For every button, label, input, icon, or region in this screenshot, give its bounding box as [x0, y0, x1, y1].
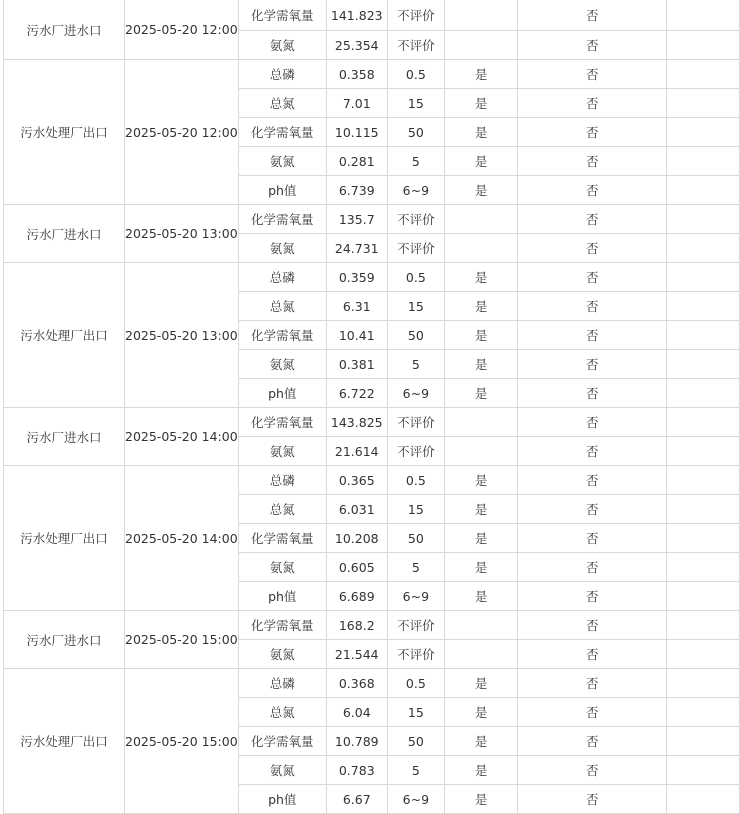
compliant-cell: 是: [445, 147, 518, 176]
note-cell: [667, 60, 740, 89]
value-cell: 0.281: [326, 147, 387, 176]
value-cell: 6.31: [326, 292, 387, 321]
value-cell: 24.731: [326, 234, 387, 263]
compliant-cell: 是: [445, 263, 518, 292]
value-cell: 0.368: [326, 669, 387, 698]
indicator-cell: 氨氮: [238, 147, 326, 176]
standard-cell: 不评价: [387, 408, 444, 437]
over-standard-cell: 否: [518, 727, 667, 756]
note-cell: [667, 0, 740, 31]
standard-cell: 不评价: [387, 640, 444, 669]
note-cell: [667, 640, 740, 669]
indicator-cell: 化学需氧量: [238, 408, 326, 437]
value-cell: 0.365: [326, 466, 387, 495]
compliant-cell: [445, 437, 518, 466]
indicator-cell: 氨氮: [238, 553, 326, 582]
over-standard-cell: 否: [518, 118, 667, 147]
table-row: [4, 0, 740, 31]
note-cell: [667, 698, 740, 727]
note-cell: [667, 437, 740, 466]
over-standard-cell: 否: [518, 553, 667, 582]
indicator-cell: 化学需氧量: [238, 321, 326, 350]
note-cell: [667, 408, 740, 437]
standard-cell: 15: [387, 89, 444, 118]
indicator-cell: 总氮: [238, 698, 326, 727]
compliant-cell: 是: [445, 350, 518, 379]
over-standard-cell: 否: [518, 205, 667, 234]
time-cell: 2025-05-20 13:00: [125, 263, 239, 408]
indicator-cell: 化学需氧量: [238, 524, 326, 553]
value-cell: 168.2: [326, 611, 387, 640]
compliant-cell: 是: [445, 495, 518, 524]
standard-cell: 0.5: [387, 466, 444, 495]
over-standard-cell: 否: [518, 292, 667, 321]
standard-cell: 0.5: [387, 669, 444, 698]
value-cell: 0.358: [326, 60, 387, 89]
note-cell: [667, 582, 740, 611]
indicator-cell: 化学需氧量: [238, 0, 326, 31]
standard-cell: 5: [387, 553, 444, 582]
note-cell: [667, 611, 740, 640]
over-standard-cell: 否: [518, 408, 667, 437]
standard-cell: 50: [387, 727, 444, 756]
note-cell: [667, 524, 740, 553]
compliant-cell: [445, 408, 518, 437]
compliant-cell: 是: [445, 524, 518, 553]
compliant-cell: 是: [445, 669, 518, 698]
over-standard-cell: 否: [518, 524, 667, 553]
standard-cell: 5: [387, 350, 444, 379]
note-cell: [667, 176, 740, 205]
compliant-cell: [445, 0, 518, 31]
compliant-cell: 是: [445, 89, 518, 118]
note-cell: [667, 350, 740, 379]
indicator-cell: ph值: [238, 176, 326, 205]
note-cell: [667, 118, 740, 147]
standard-cell: 5: [387, 756, 444, 785]
compliant-cell: 是: [445, 727, 518, 756]
time-cell: 2025-05-20 13:00: [125, 205, 239, 263]
location-cell: 污水厂进水口: [4, 408, 125, 466]
standard-cell: 6~9: [387, 785, 444, 814]
compliant-cell: 是: [445, 292, 518, 321]
time-cell: 2025-05-20 15:00: [125, 611, 239, 669]
time-cell: 2025-05-20 12:00: [125, 0, 239, 60]
note-cell: [667, 495, 740, 524]
compliant-cell: 是: [445, 321, 518, 350]
over-standard-cell: 否: [518, 321, 667, 350]
note-cell: [667, 669, 740, 698]
value-cell: 21.614: [326, 437, 387, 466]
indicator-cell: 总磷: [238, 60, 326, 89]
value-cell: 6.722: [326, 379, 387, 408]
over-standard-cell: 否: [518, 785, 667, 814]
value-cell: 6.04: [326, 698, 387, 727]
standard-cell: 不评价: [387, 437, 444, 466]
over-standard-cell: 否: [518, 611, 667, 640]
standard-cell: 15: [387, 495, 444, 524]
indicator-cell: 氨氮: [238, 350, 326, 379]
over-standard-cell: 否: [518, 0, 667, 31]
indicator-cell: 化学需氧量: [238, 727, 326, 756]
over-standard-cell: 否: [518, 379, 667, 408]
note-cell: [667, 321, 740, 350]
value-cell: 6.739: [326, 176, 387, 205]
value-cell: 0.381: [326, 350, 387, 379]
value-cell: 10.208: [326, 524, 387, 553]
indicator-cell: 氨氮: [238, 756, 326, 785]
table-row: [4, 466, 740, 495]
indicator-cell: 总磷: [238, 263, 326, 292]
note-cell: [667, 727, 740, 756]
value-cell: 7.01: [326, 89, 387, 118]
compliant-cell: [445, 205, 518, 234]
indicator-cell: 总氮: [238, 89, 326, 118]
over-standard-cell: 否: [518, 669, 667, 698]
over-standard-cell: 否: [518, 176, 667, 205]
indicator-cell: 氨氮: [238, 234, 326, 263]
compliant-cell: 是: [445, 379, 518, 408]
over-standard-cell: 否: [518, 495, 667, 524]
table-row: [4, 263, 740, 292]
standard-cell: 6~9: [387, 176, 444, 205]
standard-cell: 0.5: [387, 263, 444, 292]
value-cell: 6.67: [326, 785, 387, 814]
location-cell: 污水处理厂出口: [4, 466, 125, 611]
standard-cell: 不评价: [387, 0, 444, 31]
note-cell: [667, 379, 740, 408]
indicator-cell: ph值: [238, 582, 326, 611]
compliant-cell: 是: [445, 60, 518, 89]
standard-cell: 15: [387, 698, 444, 727]
standard-cell: 0.5: [387, 60, 444, 89]
time-cell: 2025-05-20 15:00: [125, 669, 239, 814]
note-cell: [667, 263, 740, 292]
standard-cell: 50: [387, 524, 444, 553]
indicator-cell: ph值: [238, 785, 326, 814]
note-cell: [667, 756, 740, 785]
value-cell: 0.359: [326, 263, 387, 292]
compliant-cell: [445, 234, 518, 263]
table-row: [4, 60, 740, 89]
location-cell: 污水厂进水口: [4, 205, 125, 263]
standard-cell: 不评价: [387, 234, 444, 263]
compliant-cell: 是: [445, 785, 518, 814]
value-cell: 21.544: [326, 640, 387, 669]
standard-cell: 不评价: [387, 205, 444, 234]
over-standard-cell: 否: [518, 60, 667, 89]
over-standard-cell: 否: [518, 756, 667, 785]
value-cell: 0.783: [326, 756, 387, 785]
location-cell: 污水厂进水口: [4, 611, 125, 669]
location-cell: 污水处理厂出口: [4, 669, 125, 814]
over-standard-cell: 否: [518, 698, 667, 727]
monitoring-data-table: [3, 0, 740, 814]
value-cell: 25.354: [326, 31, 387, 60]
indicator-cell: 化学需氧量: [238, 611, 326, 640]
compliant-cell: [445, 640, 518, 669]
over-standard-cell: 否: [518, 263, 667, 292]
standard-cell: 不评价: [387, 31, 444, 60]
over-standard-cell: 否: [518, 89, 667, 118]
standard-cell: 50: [387, 118, 444, 147]
indicator-cell: 氨氮: [238, 31, 326, 60]
location-cell: 污水厂进水口: [4, 0, 125, 60]
standard-cell: 5: [387, 147, 444, 176]
compliant-cell: [445, 611, 518, 640]
table-row: [4, 611, 740, 640]
note-cell: [667, 147, 740, 176]
compliant-cell: 是: [445, 466, 518, 495]
indicator-cell: 化学需氧量: [238, 205, 326, 234]
table-row: [4, 669, 740, 698]
table-body: [4, 0, 740, 814]
value-cell: 6.689: [326, 582, 387, 611]
note-cell: [667, 466, 740, 495]
note-cell: [667, 292, 740, 321]
value-cell: 10.115: [326, 118, 387, 147]
note-cell: [667, 31, 740, 60]
compliant-cell: 是: [445, 756, 518, 785]
over-standard-cell: 否: [518, 350, 667, 379]
time-cell: 2025-05-20 14:00: [125, 466, 239, 611]
standard-cell: 6~9: [387, 582, 444, 611]
over-standard-cell: 否: [518, 234, 667, 263]
compliant-cell: 是: [445, 698, 518, 727]
value-cell: 10.789: [326, 727, 387, 756]
indicator-cell: 总磷: [238, 669, 326, 698]
value-cell: 141.823: [326, 0, 387, 31]
compliant-cell: [445, 31, 518, 60]
indicator-cell: 总磷: [238, 466, 326, 495]
indicator-cell: 总氮: [238, 495, 326, 524]
compliant-cell: 是: [445, 118, 518, 147]
compliant-cell: 是: [445, 582, 518, 611]
over-standard-cell: 否: [518, 147, 667, 176]
value-cell: 135.7: [326, 205, 387, 234]
over-standard-cell: 否: [518, 582, 667, 611]
location-cell: 污水处理厂出口: [4, 60, 125, 205]
standard-cell: 6~9: [387, 379, 444, 408]
compliant-cell: 是: [445, 176, 518, 205]
indicator-cell: 化学需氧量: [238, 118, 326, 147]
value-cell: 143.825: [326, 408, 387, 437]
note-cell: [667, 205, 740, 234]
value-cell: 10.41: [326, 321, 387, 350]
note-cell: [667, 89, 740, 118]
location-cell: 污水处理厂出口: [4, 263, 125, 408]
standard-cell: 不评价: [387, 611, 444, 640]
value-cell: 6.031: [326, 495, 387, 524]
note-cell: [667, 785, 740, 814]
table-row: [4, 408, 740, 437]
compliant-cell: 是: [445, 553, 518, 582]
over-standard-cell: 否: [518, 31, 667, 60]
over-standard-cell: 否: [518, 640, 667, 669]
over-standard-cell: 否: [518, 466, 667, 495]
note-cell: [667, 234, 740, 263]
standard-cell: 15: [387, 292, 444, 321]
table-row: [4, 205, 740, 234]
indicator-cell: ph值: [238, 379, 326, 408]
monitoring-table-container: [3, 0, 740, 814]
time-cell: 2025-05-20 14:00: [125, 408, 239, 466]
note-cell: [667, 553, 740, 582]
standard-cell: 50: [387, 321, 444, 350]
indicator-cell: 总氮: [238, 292, 326, 321]
indicator-cell: 氨氮: [238, 437, 326, 466]
over-standard-cell: 否: [518, 437, 667, 466]
value-cell: 0.605: [326, 553, 387, 582]
time-cell: 2025-05-20 12:00: [125, 60, 239, 205]
indicator-cell: 氨氮: [238, 640, 326, 669]
